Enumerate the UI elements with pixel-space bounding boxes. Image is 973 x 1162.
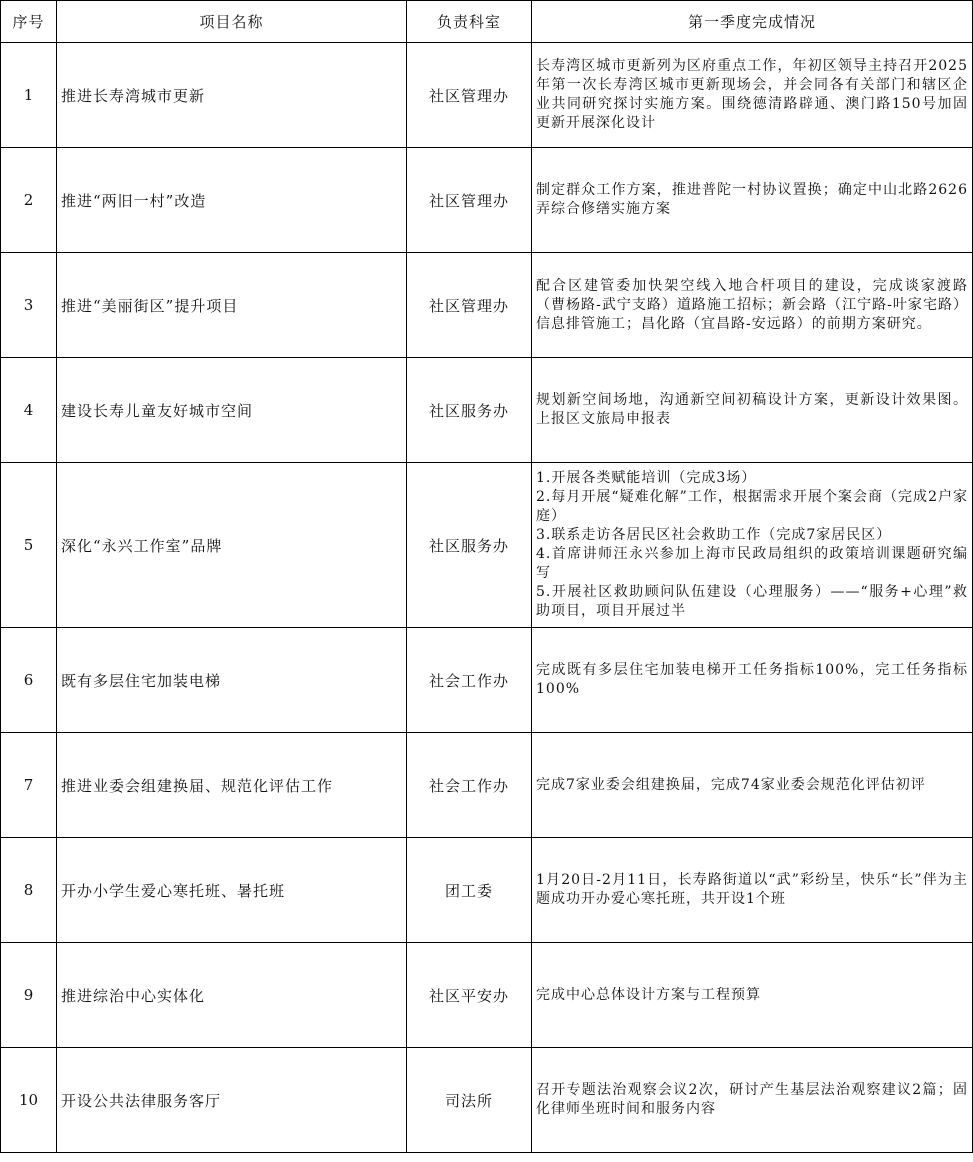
q1-status: 完成既有多层住宅加装电梯开工任务指标100%，完工任务指标100% [532, 628, 973, 733]
project-name: 建设长寿儿童友好城市空间 [57, 358, 407, 463]
project-name: 推进长寿湾城市更新 [57, 43, 407, 148]
project-name: 推进“两旧一村”改造 [57, 148, 407, 253]
header-no: 序号 [1, 1, 57, 43]
row-number: 9 [1, 943, 57, 1048]
responsible-dept: 社区管理办 [407, 148, 532, 253]
row-number: 7 [1, 733, 57, 838]
project-name: 推进业委会组建换届、规范化评估工作 [57, 733, 407, 838]
row-number: 3 [1, 253, 57, 358]
q1-status: 召开专题法治观察会议2次，研讨产生基层法治观察建议2篇；固化律师坐班时间和服务内容 [532, 1048, 973, 1153]
q1-status: 完成7家业委会组建换届，完成74家业委会规范化评估初评 [532, 733, 973, 838]
table-row [1, 943, 973, 1048]
header-name: 项目名称 [57, 1, 407, 43]
project-name: 推进“美丽街区”提升项目 [57, 253, 407, 358]
row-number: 8 [1, 838, 57, 943]
project-name: 开办小学生爱心寒托班、暑托班 [57, 838, 407, 943]
q1-status: 配合区建管委加快架空线入地合杆项目的建设，完成谈家渡路（曹杨路-武宁支路）道路施工招标；新会路（江宁路-叶家宅路）信息排管施工；昌化路（宜昌路-安远路）的前期方案研究。 [532, 253, 973, 358]
responsible-dept: 司法所 [407, 1048, 532, 1153]
project-name: 深化“永兴工作室”品牌 [57, 463, 407, 628]
header-status: 第一季度完成情况 [532, 1, 973, 43]
table-row [1, 1048, 973, 1153]
project-name: 推进综治中心实体化 [57, 943, 407, 1048]
table-row [1, 463, 973, 628]
header-row [1, 1, 973, 43]
row-number: 5 [1, 463, 57, 628]
responsible-dept: 社区服务办 [407, 358, 532, 463]
table-row [1, 838, 973, 943]
table-row [1, 253, 973, 358]
row-number: 6 [1, 628, 57, 733]
responsible-dept: 社会工作办 [407, 628, 532, 733]
q1-status: 完成中心总体设计方案与工程预算 [532, 943, 973, 1048]
responsible-dept: 社会工作办 [407, 733, 532, 838]
row-number: 4 [1, 358, 57, 463]
responsible-dept: 社区平安办 [407, 943, 532, 1048]
responsible-dept: 社区管理办 [407, 43, 532, 148]
row-number: 10 [1, 1048, 57, 1153]
q1-status: 1月20日-2月11日，长寿路街道以“武”彩纷呈，快乐“长”伴为主题成功开办爱心寒托班，共开设1个班 [532, 838, 973, 943]
table-row [1, 733, 973, 838]
responsible-dept: 团工委 [407, 838, 532, 943]
q1-status: 规划新空间场地，沟通新空间初稿设计方案，更新设计效果图。上报区文旅局申报表 [532, 358, 973, 463]
table-row [1, 148, 973, 253]
responsible-dept: 社区服务办 [407, 463, 532, 628]
q1-status: 1.开展各类赋能培训（完成3场） 2.每月开展“疑难化解”工作，根据需求开展个案会商（完成2户家庭） 3.联系走访各居民区社会救助工作（完成7家居民区） 4.首席讲师汪永兴参加上海市民政局组织的政策培训课题研究编写 5.开展社区救助顾问队伍建设（心理服务）——“服务+心理”救助项目，项目开展过半 [532, 463, 973, 628]
header-dept: 负责科室 [407, 1, 532, 43]
row-number: 2 [1, 148, 57, 253]
row-number: 1 [1, 43, 57, 148]
project-name: 既有多层住宅加装电梯 [57, 628, 407, 733]
q1-status: 长寿湾区城市更新列为区府重点工作，年初区领导主持召开2025年第一次长寿湾区城市更新现场会，并会同各有关部门和辖区企业共同研究探讨实施方案。围绕德清路辟通、澳门路150号加固更新开展深化设计 [532, 43, 973, 148]
table-row [1, 628, 973, 733]
project-name: 开设公共法律服务客厅 [57, 1048, 407, 1153]
responsible-dept: 社区管理办 [407, 253, 532, 358]
q1-status: 制定群众工作方案，推进普陀一村协议置换；确定中山北路2626弄综合修缮实施方案 [532, 148, 973, 253]
table-row [1, 43, 973, 148]
table-row [1, 358, 973, 463]
